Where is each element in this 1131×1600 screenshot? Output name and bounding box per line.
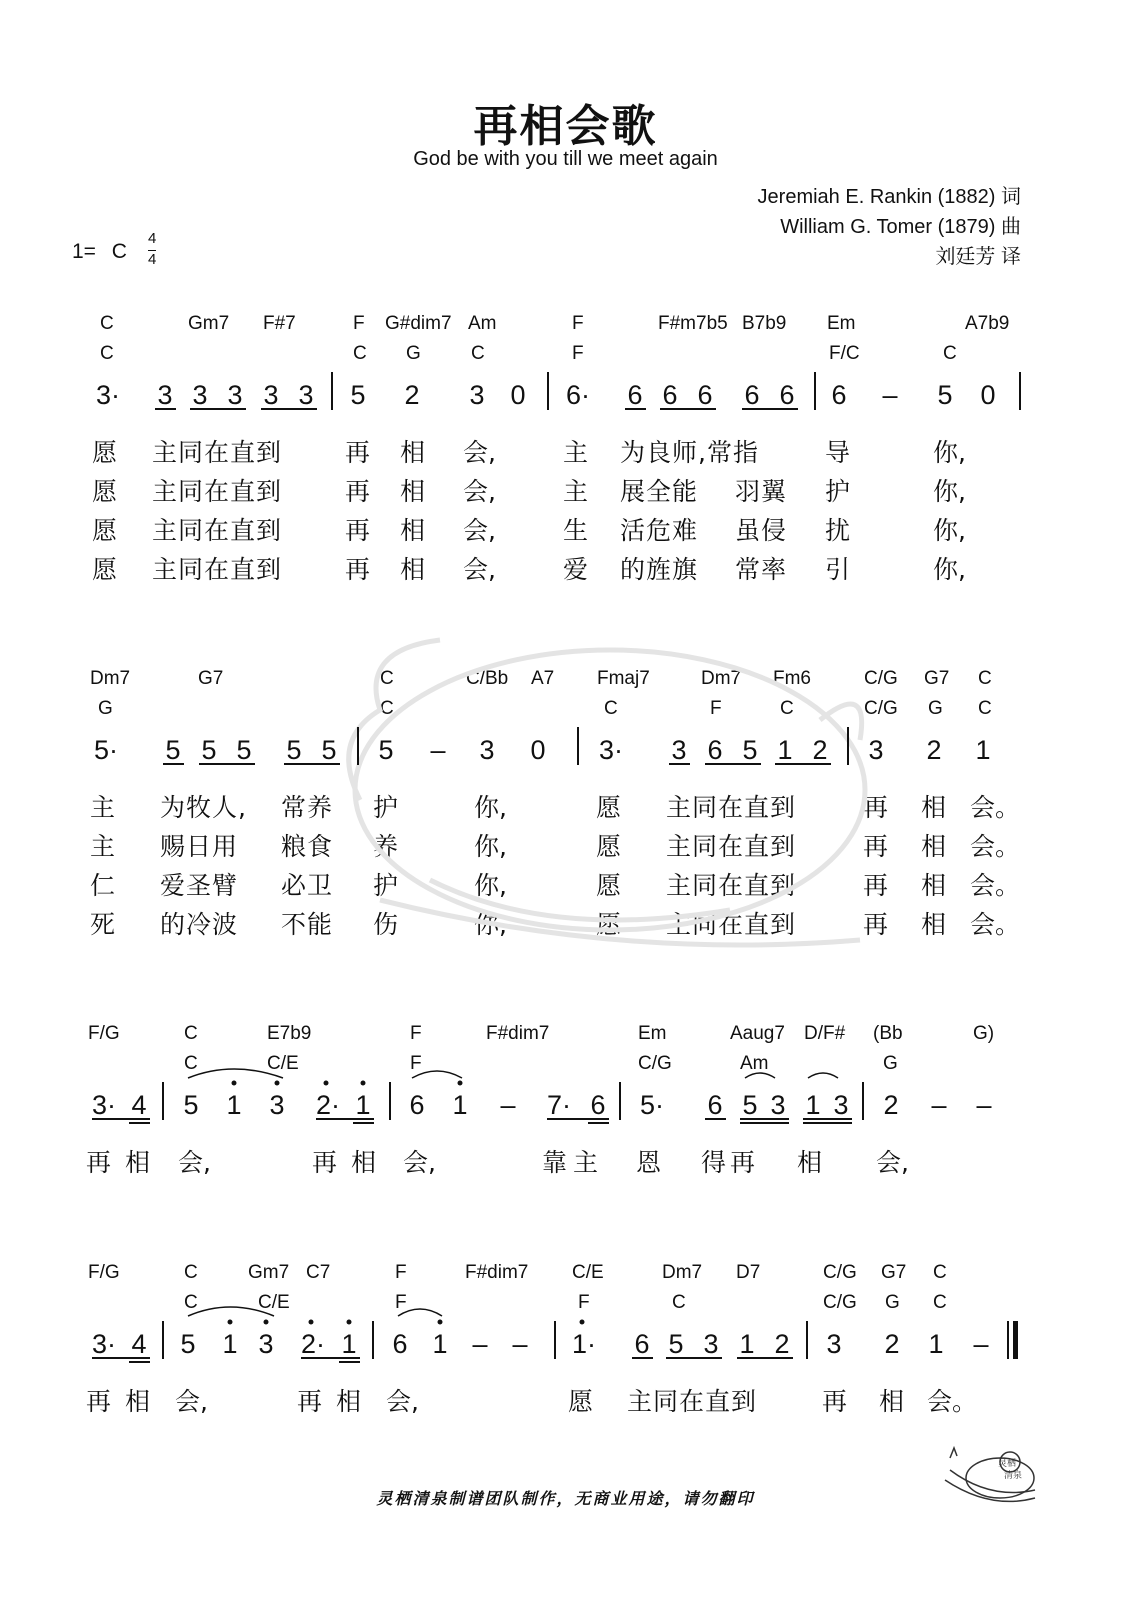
lyric-word: 会, bbox=[386, 1387, 419, 1416]
translator-credit: 刘廷芳 译 bbox=[935, 246, 1021, 268]
note: 6 bbox=[409, 1090, 425, 1120]
composer-credit: William G. Tomer (1879) 曲 bbox=[780, 216, 1021, 238]
bass-chord: C bbox=[100, 343, 114, 364]
note: 6 bbox=[590, 1090, 606, 1120]
chord: B7b9 bbox=[742, 313, 787, 334]
note: 5 bbox=[742, 735, 758, 765]
lyric-word: 主 bbox=[90, 832, 116, 861]
lyric-word: 相 bbox=[400, 477, 426, 506]
lyric-word: 会, bbox=[463, 555, 496, 584]
lyric-word: 主同在直到 bbox=[152, 477, 283, 506]
note: 2 bbox=[774, 1329, 790, 1359]
note: 5 bbox=[350, 380, 366, 410]
note: 5· bbox=[94, 735, 119, 765]
lyric-word: 伤 bbox=[373, 910, 399, 939]
lyric-word: 主同在直到 bbox=[152, 438, 283, 467]
lyric-word: 相 bbox=[400, 555, 426, 584]
lyric-word: 愿 bbox=[596, 832, 622, 861]
chord: F bbox=[572, 313, 584, 334]
lyric-word: 爱圣臂 bbox=[160, 871, 239, 900]
note: 1· bbox=[572, 1329, 597, 1359]
note: 3 bbox=[263, 380, 279, 410]
note: 3· bbox=[92, 1090, 117, 1120]
chord: C bbox=[380, 668, 394, 689]
lyric-word: 护 bbox=[373, 871, 399, 900]
lyric-word: 得再 bbox=[701, 1148, 760, 1177]
chord: F bbox=[410, 1023, 422, 1044]
note: 1 bbox=[928, 1329, 944, 1359]
note: 6 bbox=[707, 1090, 723, 1120]
chord: Em bbox=[638, 1023, 667, 1044]
lyric-word: 你, bbox=[474, 832, 507, 861]
lyric-word: 的冷波 bbox=[160, 910, 239, 939]
note: – bbox=[472, 1329, 488, 1359]
lyric-word: 爱 bbox=[563, 555, 589, 584]
note: 3 bbox=[671, 735, 687, 765]
note: 1 bbox=[452, 1090, 468, 1120]
chord: Gm7 bbox=[248, 1262, 290, 1283]
bass-chord: G bbox=[406, 343, 421, 364]
bass-chord: G bbox=[928, 698, 943, 719]
lyric-word: 主同在直到 bbox=[627, 1387, 758, 1416]
chord: C/E bbox=[572, 1262, 604, 1283]
lyric-word: 再相 bbox=[312, 1148, 391, 1177]
bass-chord: C bbox=[672, 1292, 686, 1313]
note: – bbox=[500, 1090, 516, 1120]
note: 1 bbox=[777, 735, 793, 765]
chord: C bbox=[933, 1262, 947, 1283]
lyric-word: 扰 bbox=[825, 516, 851, 545]
song-title: 再相会歌 bbox=[473, 101, 658, 152]
note: 5 bbox=[937, 380, 953, 410]
lyric-word: 相 bbox=[400, 516, 426, 545]
note: 2· bbox=[301, 1329, 326, 1359]
lyric-word: 为牧人, bbox=[160, 793, 247, 822]
note: 3 bbox=[826, 1329, 842, 1359]
bass-chord: C bbox=[978, 698, 992, 719]
lyric-word: 愿 bbox=[92, 438, 118, 467]
bass-chord: F bbox=[395, 1292, 407, 1313]
note: – bbox=[882, 380, 898, 410]
lyric-word: 愿 bbox=[92, 477, 118, 506]
bass-chord: F/C bbox=[829, 343, 860, 364]
note: 6 bbox=[779, 380, 795, 410]
lyric-word: 主同在直到 bbox=[152, 555, 283, 584]
lyric-word: 愿 bbox=[596, 871, 622, 900]
chord: D/F# bbox=[804, 1023, 846, 1044]
note: 1 bbox=[805, 1090, 821, 1120]
chord: G7 bbox=[881, 1262, 907, 1283]
lyric-word: 必卫 bbox=[281, 871, 334, 900]
lyric-word: 常率 bbox=[735, 555, 788, 584]
lyric-word: 护 bbox=[825, 477, 851, 506]
lyric-word: 再相 bbox=[297, 1387, 376, 1416]
bass-chord: C bbox=[780, 698, 794, 719]
note: 3 bbox=[157, 380, 173, 410]
chord: F bbox=[395, 1262, 407, 1283]
time-signature-top: 4 bbox=[148, 230, 157, 247]
note: – bbox=[973, 1329, 989, 1359]
lyric-word: 恩 bbox=[636, 1148, 662, 1177]
bass-chord: F bbox=[572, 343, 584, 364]
chord: G7 bbox=[198, 668, 224, 689]
lyric-word: 养 bbox=[373, 832, 399, 861]
chord: E7b9 bbox=[267, 1023, 312, 1044]
note: 4 bbox=[131, 1329, 147, 1359]
note: 4 bbox=[131, 1090, 147, 1120]
chord: A7b9 bbox=[965, 313, 1010, 334]
lyric-word: 会。 bbox=[970, 910, 1021, 939]
chord: F#m7b5 bbox=[658, 313, 728, 334]
lyric-word: 为良师,常指 bbox=[620, 438, 759, 467]
lyric-word: 你, bbox=[933, 516, 966, 545]
note: 2· bbox=[316, 1090, 341, 1120]
note: – bbox=[931, 1090, 947, 1120]
bass-chord: C bbox=[380, 698, 394, 719]
note: 2 bbox=[883, 1090, 899, 1120]
chord: Dm7 bbox=[662, 1262, 703, 1283]
lyric-word: 你, bbox=[474, 793, 507, 822]
lyric-word: 常养 bbox=[281, 793, 334, 822]
lyric-word: 引 bbox=[825, 555, 851, 584]
chord: F#dim7 bbox=[465, 1262, 529, 1283]
note: 2 bbox=[926, 735, 942, 765]
lyric-word: 愿 bbox=[596, 793, 622, 822]
note: 5 bbox=[236, 735, 252, 765]
lyric-word: 会, bbox=[463, 438, 496, 467]
lyric-word: 主同在直到 bbox=[666, 871, 797, 900]
lyric-word: 粮食 bbox=[281, 832, 334, 861]
note: 5· bbox=[640, 1090, 665, 1120]
chord: (Bb bbox=[873, 1023, 903, 1044]
note: 1 bbox=[226, 1090, 242, 1120]
note: 1 bbox=[739, 1329, 755, 1359]
note: 5 bbox=[286, 735, 302, 765]
note: 5 bbox=[180, 1329, 196, 1359]
note: 3 bbox=[269, 1090, 285, 1120]
note: 3 bbox=[479, 735, 495, 765]
lyric-word: 愿 bbox=[596, 910, 622, 939]
lyric-word: 相 bbox=[921, 910, 947, 939]
note: 6 bbox=[831, 380, 847, 410]
lyric-word: 主 bbox=[563, 477, 589, 506]
lyric-word: 再相 bbox=[86, 1148, 165, 1177]
time-signature-bottom: 4 bbox=[148, 251, 157, 268]
note: 7· bbox=[547, 1090, 572, 1120]
note: 1 bbox=[432, 1329, 448, 1359]
lyric-word: 会。 bbox=[970, 871, 1021, 900]
lyric-word: 不能 bbox=[281, 910, 334, 939]
note: 3 bbox=[192, 380, 208, 410]
bass-chord: C/G bbox=[638, 1053, 672, 1074]
lyric-word: 愿 bbox=[92, 555, 118, 584]
note: 5 bbox=[165, 735, 181, 765]
key-label: 1= bbox=[72, 240, 96, 263]
lyric-word: 相 bbox=[921, 832, 947, 861]
song-subtitle: God be with you till we meet again bbox=[413, 148, 718, 170]
lyric-word: 再 bbox=[345, 516, 371, 545]
lyric-word: 护 bbox=[373, 793, 399, 822]
lyric-word: 会, bbox=[175, 1387, 208, 1416]
lyric-word: 再 bbox=[345, 477, 371, 506]
lyric-word: 相 bbox=[797, 1148, 823, 1177]
final-barline bbox=[1013, 1321, 1018, 1359]
bass-chord: C bbox=[933, 1292, 947, 1313]
note: 3 bbox=[703, 1329, 719, 1359]
lyric-word: 展全能 bbox=[620, 477, 699, 506]
note: 3· bbox=[599, 735, 624, 765]
chord: C bbox=[978, 668, 992, 689]
lyric-word: 会, bbox=[463, 477, 496, 506]
note: 3 bbox=[227, 380, 243, 410]
chord: Em bbox=[827, 313, 856, 334]
bass-chord: C bbox=[471, 343, 485, 364]
lyric-word: 会, bbox=[178, 1148, 211, 1177]
note: 1 bbox=[355, 1090, 371, 1120]
lyric-word: 愿 bbox=[568, 1387, 594, 1416]
note: 6 bbox=[627, 380, 643, 410]
lyric-word: 会, bbox=[403, 1148, 436, 1177]
note: 6 bbox=[634, 1329, 650, 1359]
svg-text:灵栖: 灵栖 bbox=[998, 1459, 1017, 1469]
bass-chord: C bbox=[604, 698, 618, 719]
lyric-word: 羽翼 bbox=[735, 477, 788, 506]
bass-chord: C/G bbox=[823, 1292, 857, 1313]
note: 0 bbox=[980, 380, 996, 410]
note: 6 bbox=[707, 735, 723, 765]
note: 5 bbox=[201, 735, 217, 765]
chord: F#dim7 bbox=[486, 1023, 550, 1044]
chord: C bbox=[184, 1262, 198, 1283]
note: 6 bbox=[662, 380, 678, 410]
note: 5 bbox=[742, 1090, 758, 1120]
note: 5 bbox=[183, 1090, 199, 1120]
note: 0 bbox=[510, 380, 526, 410]
lyric-word: 会。 bbox=[970, 832, 1021, 861]
lyric-word: 导 bbox=[825, 438, 851, 467]
lyric-word: 会, bbox=[463, 516, 496, 545]
chord: F#7 bbox=[263, 313, 296, 334]
lyric-word: 你, bbox=[474, 871, 507, 900]
lyricist-credit: Jeremiah E. Rankin (1882) 词 bbox=[757, 186, 1021, 208]
lyric-word: 靠主 bbox=[542, 1148, 605, 1177]
lyric-word: 仁 bbox=[90, 871, 116, 900]
lyric-word: 主同在直到 bbox=[666, 793, 797, 822]
lyric-word: 主 bbox=[563, 438, 589, 467]
lyric-word: 死 bbox=[90, 910, 116, 939]
key-signature bbox=[72, 240, 127, 264]
note: 3 bbox=[770, 1090, 786, 1120]
note: 1 bbox=[975, 735, 991, 765]
note: – bbox=[976, 1090, 992, 1120]
note: – bbox=[430, 735, 446, 765]
chord: Dm7 bbox=[90, 668, 131, 689]
footer-note: 灵栖清泉制谱团队制作，无商业用途，请勿翻印 bbox=[376, 1489, 755, 1508]
chord: Fm6 bbox=[773, 668, 811, 689]
chord: Aaug7 bbox=[730, 1023, 785, 1044]
bass-chord: C/E bbox=[267, 1053, 299, 1074]
key-tonic: C bbox=[111, 240, 127, 263]
lyric-word: 再 bbox=[863, 793, 889, 822]
note: 6 bbox=[744, 380, 760, 410]
lyric-word: 主同在直到 bbox=[152, 516, 283, 545]
note: 6· bbox=[566, 380, 591, 410]
bass-chord: G bbox=[883, 1053, 898, 1074]
lyric-word: 再 bbox=[863, 832, 889, 861]
lyric-word: 再 bbox=[863, 871, 889, 900]
note: 1 bbox=[222, 1329, 238, 1359]
note: 5 bbox=[378, 735, 394, 765]
lyric-word: 的旌旗 bbox=[620, 555, 699, 584]
lyric-word: 虽侵 bbox=[735, 516, 788, 545]
lyric-word: 会。 bbox=[970, 793, 1021, 822]
lyric-word: 活危难 bbox=[620, 516, 699, 545]
bass-chord: F bbox=[410, 1053, 422, 1074]
bass-chord: F bbox=[578, 1292, 590, 1313]
bass-chord: C bbox=[184, 1053, 198, 1074]
lyric-word: 你, bbox=[933, 555, 966, 584]
chord: F/G bbox=[88, 1262, 120, 1283]
chord: Am bbox=[468, 313, 497, 334]
note: 3· bbox=[96, 380, 121, 410]
bass-chord: F bbox=[710, 698, 722, 719]
chord: G) bbox=[973, 1023, 995, 1044]
bass-chord: C/E bbox=[258, 1292, 290, 1313]
chord: C/G bbox=[823, 1262, 857, 1283]
lyric-word: 主同在直到 bbox=[666, 832, 797, 861]
lyric-word: 你, bbox=[474, 910, 507, 939]
lyric-word: 再相 bbox=[86, 1387, 165, 1416]
lyric-word: 再 bbox=[345, 438, 371, 467]
lyric-word: 赐日用 bbox=[160, 832, 239, 861]
chord: Fmaj7 bbox=[597, 668, 650, 689]
lyric-word: 相 bbox=[879, 1387, 905, 1416]
lyric-word: 会, bbox=[876, 1148, 909, 1177]
lyric-word: 生 bbox=[563, 516, 589, 545]
chord: C bbox=[100, 313, 114, 334]
note: 2 bbox=[812, 735, 828, 765]
chord: Gm7 bbox=[188, 313, 230, 334]
note: 3 bbox=[868, 735, 884, 765]
note: 2 bbox=[884, 1329, 900, 1359]
bass-chord: C bbox=[353, 343, 367, 364]
chord: C/Bb bbox=[466, 668, 509, 689]
bass-chord: G bbox=[98, 698, 113, 719]
lyric-word: 再 bbox=[345, 555, 371, 584]
lyric-word: 相 bbox=[400, 438, 426, 467]
note: 5 bbox=[321, 735, 337, 765]
chord: G7 bbox=[924, 668, 950, 689]
chord: C7 bbox=[306, 1262, 331, 1283]
note: 3 bbox=[298, 380, 314, 410]
bass-chord: Am bbox=[740, 1053, 769, 1074]
bass-chord: C bbox=[184, 1292, 198, 1313]
chord: A7 bbox=[531, 668, 555, 689]
note: – bbox=[512, 1329, 528, 1359]
bass-chord: G bbox=[885, 1292, 900, 1313]
note: 5 bbox=[668, 1329, 684, 1359]
note: 3· bbox=[92, 1329, 117, 1359]
svg-text:清泉: 清泉 bbox=[1004, 1471, 1023, 1481]
lyric-word: 相 bbox=[921, 793, 947, 822]
note: 0 bbox=[530, 735, 546, 765]
note: 1 bbox=[341, 1329, 357, 1359]
lyric-word: 会。 bbox=[927, 1387, 978, 1416]
chord: D7 bbox=[736, 1262, 761, 1283]
chord: F bbox=[353, 313, 365, 334]
chord: C/G bbox=[864, 668, 898, 689]
bass-chord: C bbox=[943, 343, 957, 364]
chord: C bbox=[184, 1023, 198, 1044]
note: 6 bbox=[697, 380, 713, 410]
note: 3 bbox=[258, 1329, 274, 1359]
chord: F/G bbox=[88, 1023, 120, 1044]
lyric-word: 你, bbox=[933, 477, 966, 506]
note: 6 bbox=[392, 1329, 408, 1359]
lyric-word: 主同在直到 bbox=[666, 910, 797, 939]
note: 3 bbox=[833, 1090, 849, 1120]
lyric-word: 相 bbox=[921, 871, 947, 900]
note: 3 bbox=[469, 380, 485, 410]
chord: G#dim7 bbox=[385, 313, 452, 334]
lyric-word: 你, bbox=[933, 438, 966, 467]
lyric-word: 再 bbox=[863, 910, 889, 939]
note: 2 bbox=[404, 380, 420, 410]
lyric-word: 愿 bbox=[92, 516, 118, 545]
lyric-word: 再 bbox=[822, 1387, 848, 1416]
chord: Dm7 bbox=[701, 668, 742, 689]
lyric-word: 主 bbox=[90, 793, 116, 822]
bass-chord: C/G bbox=[864, 698, 898, 719]
